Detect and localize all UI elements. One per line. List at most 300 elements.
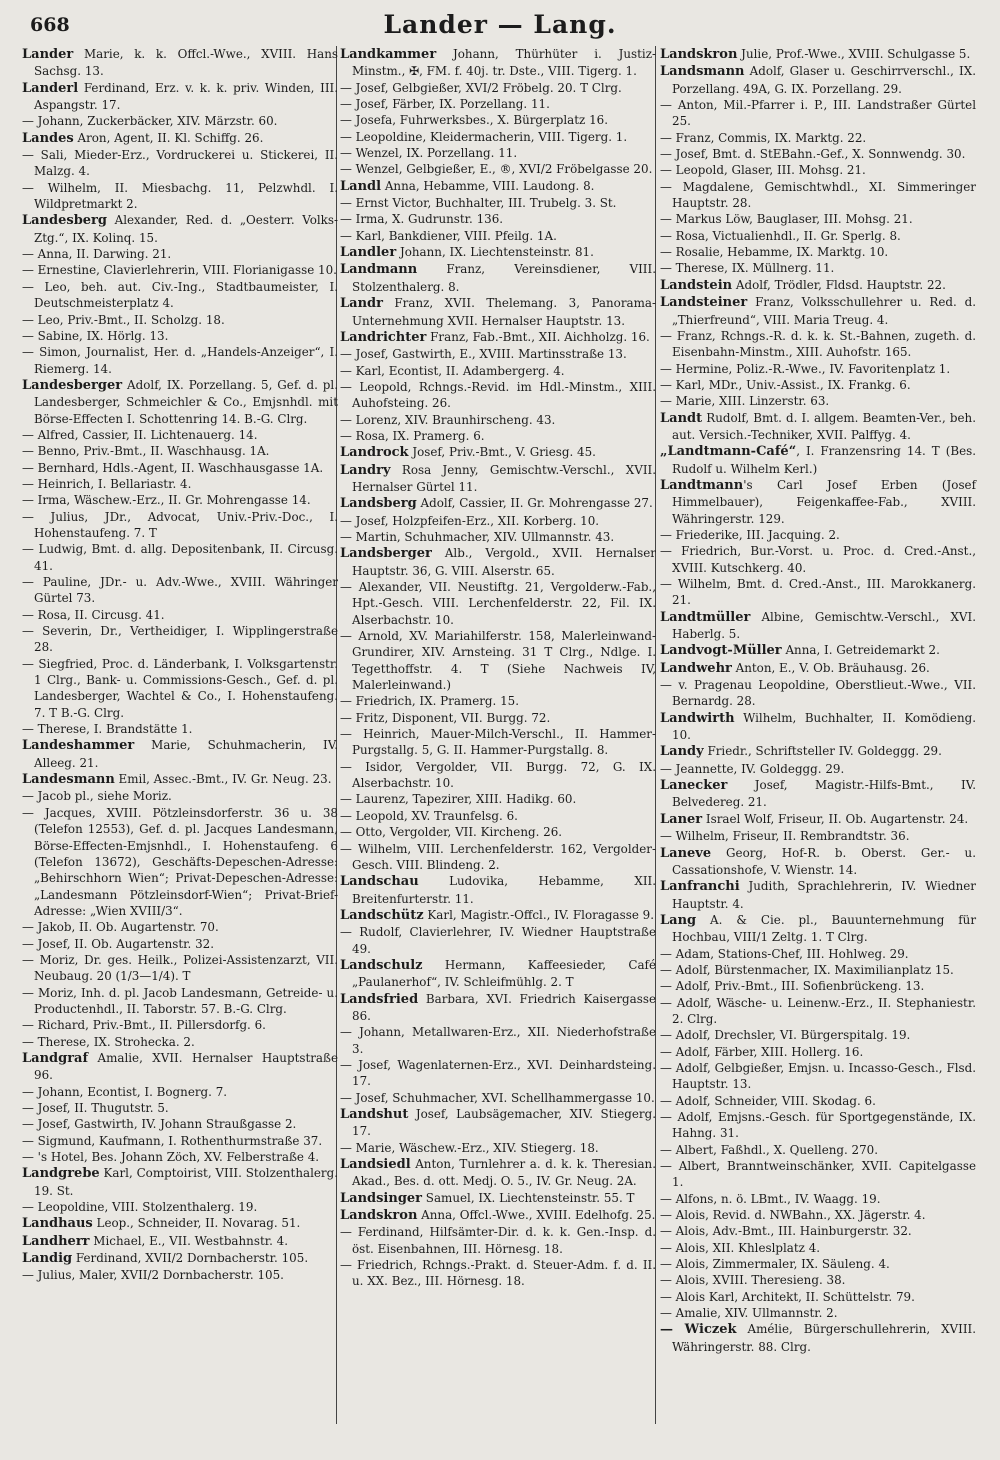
directory-entry [22,1084,338,1100]
entry-surname: Landschütz [340,907,424,923]
entry-text: — Adam, Stations-Chef, III. Hohlweg. 29. [660,946,909,961]
directory-entry [22,1100,338,1116]
entry-text: — Alois, Revid. d. NWBahn., XX. Jägerstr. 4. [660,1208,926,1223]
directory-entry [660,410,976,444]
directory-entry [340,545,656,579]
entry-text: — v. Pragenau Leopoldine, Oberstlieut.-Wwe., VII. Bernardg. 28. [660,678,976,709]
entry-text: — Josef, Wagenlaternen-Erz., XVI. Deinhardsteing. 17. [340,1057,656,1089]
entry-text: Leop., Schneider, II. Novarag. 51. [92,1216,301,1231]
directory-entry [660,1027,976,1043]
directory-entry [22,805,338,919]
entry-text: — Josef, II. Ob. Augartenstr. 32. [22,936,214,951]
entry-text: — Rosa, II. Circusg. 41. [22,607,165,622]
entry-text: — Moriz, Dr. ges. Heilk., Polizei-Assistenzarzt, VII. Neubaug. 20 (1/3—1/4). T [22,952,338,984]
entry-text: — Josef, Färber, IX. Porzellang. 11. [340,97,550,112]
directory-entry [22,623,338,656]
entry-text: — Leo, beh. aut. Civ.-Ing., Stadtbaumeister, I. Deutschmeisterplatz 4. [22,279,338,311]
directory-entry [340,710,656,726]
directory-entry [22,771,338,788]
entry-text: — Severin, Dr., Vertheidiger, I. Wipplingerstraße 28. [22,624,338,655]
entry-text: Anna, Hebamme, VIII. Laudong. 8. [381,178,595,193]
directory-entry [340,791,656,807]
entry-text: — Anton, Mil.-Pfarrer i. P., III. Landstraßer Gürtel 25. [660,98,976,129]
directory-entry [340,529,656,545]
entry-text: — Sabine, IX. Hörlg. 13. [22,328,169,343]
entry-text: — Leopold, XV. Traunfelsg. 6. [340,808,518,823]
entry-text: — Alexander, VII. Neustiftg. 21, Vergolderw.-Fab., Hpt.-Gesch. VIII. Lerchenfelderstr. 22, Fil. IX. Alserbachstr. 10. [340,580,656,627]
entry-text: Josef, Priv.-Bmt., V. Griesg. 45. [408,445,596,460]
directory-entry [22,113,338,129]
entry-surname: Landerl [22,80,79,96]
entry-text: — Simon, Journalist, Her. d. „Handels-Anzeiger“, I. Riemerg. 14. [22,345,338,376]
entry-text: — Josef, Gastwirth, E., XVIII. Martinsstraße 13. [340,347,627,362]
entry-text: — Julius, JDr., Advocat, Univ.-Priv.-Doc., I. Hohenstaufeng. 7. T [22,509,338,540]
entry-text: — Alfred, Cassier, II. Lichtenauerg. 14. [22,427,258,442]
directory-entry [340,1224,656,1257]
entry-text: — Pauline, JDr.- u. Adv.-Wwe., XVIII. Währinger Gürtel 73. [22,575,338,606]
entry-text: Ludovika, Hebamme, XII. Breitenfurterstr. 11. [352,874,656,906]
directory-entry [340,444,656,461]
directory-entry [660,527,976,543]
directory-entry [340,46,656,80]
directory-entry [340,1190,656,1207]
entry-text: — Friedrich, Rchngs.-Prakt. d. Steuer-Adm. f. d. II. u. XX. Bez., III. Hörnesg. 18. [340,1258,656,1289]
directory-entry [340,1207,656,1224]
directory-entry [660,912,976,946]
directory-entry [660,743,976,760]
directory-entry [340,1106,656,1140]
entry-text: — Arnold, XV. Mariahilferstr. 158, Malerleinwand-Grundirer, XIV. Arnsteing. 31 T Clrg., Ndlge. I. Tegetthoffstr. 4. T (Siehe Nachweis IV, Malerleinwand.) [340,629,656,693]
directory-entry [340,513,656,529]
directory-entry [660,1305,976,1321]
directory-entry [660,162,976,178]
entry-text: — Friederike, III. Jacquing. 2. [660,527,840,542]
directory-entry [340,924,656,957]
entry-surname: Landry [340,462,391,478]
directory-entry [660,1289,976,1305]
directory-entry [340,628,656,693]
directory-entry [660,1158,976,1191]
directory-entry [660,828,976,844]
directory-entry [22,246,338,262]
entry-text: — 's Hotel, Bes. Johann Zöch, XV. Felberstraße 4. [22,1150,320,1165]
entry-text: — Alois, XVIII. Theresieng. 38. [660,1273,846,1288]
entry-text: Amélie, Bürgerschullehrerin, XVIII. Währingerstr. 88. Clrg. [672,1322,976,1354]
directory-entry [340,329,656,346]
directory-entry [660,477,976,527]
directory-entry [340,244,656,261]
entry-text: — Jacob pl., siehe Moriz. [22,789,172,804]
entry-text: Adolf, IX. Porzellang. 5, Gef. d. pl. Landesberger, Schmeichler & Co., Emjsnhdl. mit Börse-Effecten I. Schottenring 14. B.-G. Clrg. [34,377,338,426]
entry-text: — Franz, Commis, IX. Marktg. 22. [660,130,867,145]
entry-text: — Therese, I. Brandstätte 1. [22,722,193,737]
entry-text: — Jacques, XVIII. Pötzleinsdorferstr. 36 u. 38 (Telefon 12553), Gef. d. pl. Jacques Landesmann, Börse-Effecten-Emjsnhdl., I. Hohenstaufeng. 6 (Telefon 13672), Geschäfts-Depeschen-Adresse: „Behirschhorn Wien“; Privat-Depeschen-Adresse: „Landesmann Pötzleinsdorf-Wien“; Privat-Brief-Adresse: „Wien XVIII/3“. [22,805,338,918]
entry-surname: Landes [22,130,74,146]
entry-text: Wilhelm, Buchhalter, II. Komödieng. 10. [672,710,976,743]
directory-entry [22,262,338,278]
directory-entry [22,427,338,443]
entry-text: — Martin, Schuhmacher, XIV. Ullmannstr. 43. [340,529,615,544]
entry-text: Franz, Vereinsdiener, VIII. Stolzenthalerg. 8. [352,262,656,294]
entry-text: Adolf, Cassier, II. Gr. Mohrengasse 27. [416,496,653,511]
entry-text: — Johann, Zuckerbäcker, XIV. Märzstr. 60. [22,114,278,129]
entry-text: — Richard, Priv.-Bmt., II. Pillersdorfg. 6. [22,1018,266,1033]
running-head: Lander — Lang. [383,10,617,39]
directory-entry [660,146,976,162]
entry-text: — Moriz, Inh. d. pl. Jacob Landesmann, Getreide- u. Productenhdl., II. Taborstr. 57. B.-G. Clrg. [22,985,338,1016]
directory-entry [340,579,656,628]
entry-text: — Johann, Econtist, I. Bognerg. 7. [22,1084,228,1099]
entry-text: — Alois, XII. Khleslplatz 4. [660,1240,821,1255]
entry-surname: Lang [660,912,697,928]
entry-text: Karl, Comptoirist, VIII. Stolzenthalerg. 19. St. [34,1166,338,1198]
directory-entry [660,609,976,643]
entry-text: 's Carl Josef Erben (Josef Himmelbauer), Feigenkaffee-Fab., XVIII. Währingerstr. 129. [672,477,976,526]
directory-entry [22,279,338,312]
directory-entry [660,978,976,994]
directory-entry [22,509,338,542]
entry-text: — Albert, Branntweinschänker, XVII. Capitelgasse 1. [660,1159,976,1190]
entry-text: — Wilhelm, VIII. Lerchenfelderstr. 162, Vergolder-Gesch. VIII. Blindeng. 2. [340,841,656,872]
entry-text: — Marie, Wäschew.-Erz., XIV. Stiegerg. 18. [340,1140,599,1155]
directory-entry [22,607,338,623]
directory-entry [340,1140,656,1156]
entry-text: Barbara, XVI. Friedrich Kaisergasse 86. [352,991,656,1023]
directory-entry [22,46,338,80]
directory-entry [340,228,656,244]
entry-text: — Alois, Zimmermaler, IX. Säuleng. 4. [660,1257,890,1272]
entry-surname: Landmann [340,262,418,278]
entry-text: — Adolf, Wäsche- u. Leinenw.-Erz., II. Stephaniestr. 2. Clrg. [660,995,976,1026]
entry-text: — Isidor, Vergolder, VII. Burgg. 72, G. IX. Alserbachstr. 10. [340,759,656,791]
entry-text: — Josef, II. Thugutstr. 5. [22,1101,169,1115]
entry-surname: Landskron [340,1208,418,1224]
entry-text: — Therese, IX. Strohecka. 2. [22,1034,195,1049]
directory-entry [22,656,338,721]
directory-entry [660,63,976,97]
entry-text: — Alfons, n. ö. LBmt., IV. Waagg. 19. [660,1191,881,1206]
directory-entry [22,721,338,737]
directory-entry [660,443,976,477]
directory-entry [660,543,976,576]
entry-text: — Anna, II. Darwing. 21. [22,247,172,262]
entry-text: Johann, IX. Liechtensteinstr. 81. [396,245,594,260]
entry-text: Anna, Offcl.-Wwe., XVIII. Edelhofg. 25. [417,1208,656,1223]
entry-text: — Wenzel, IX. Porzellang. 11. [340,146,518,161]
directory-entry [660,377,976,393]
directory-entry [660,811,976,828]
entry-text: — Magdalene, Gemischtwhdl., XI. Simmeringer Hauptstr. 28. [660,179,976,211]
directory-entry [22,1149,338,1165]
entry-text: — Karl, Econtist, II. Adambergerg. 4. [340,363,565,378]
entry-text: — Wilhelm, II. Miesbachg. 11, Pelzwhdl. I. Wildpretmarkt 2. [22,180,338,212]
directory-entry [340,80,656,96]
directory-entry [660,777,976,811]
directory-entry [340,412,656,428]
directory-entry [660,878,976,912]
entry-surname: Landwehr [660,660,732,676]
entry-text: — Adolf, Emjsns.-Gesch. für Sportgegenstände, IX. Hahng. 31. [660,1110,976,1141]
entry-text: Albine, Gemischtw.-Verschl., XVI. Haberlg. 5. [672,609,976,642]
directory-entry [22,1250,338,1267]
entry-surname: Landr [340,296,383,312]
directory-entry [22,180,338,213]
entry-text: — Amalie, XIV. Ullmannstr. 2. [660,1306,838,1321]
entry-text: Franz, Fab.-Bmt., XII. Aichholzg. 16. [426,329,650,344]
directory-entry [22,1199,338,1215]
directory-entry [660,1207,976,1223]
entry-text: Anton, E., V. Ob. Bräuhausg. 26. [731,660,930,675]
directory-entry [22,1165,338,1199]
directory-entry [22,1267,338,1283]
directory-entry [22,1215,338,1232]
entry-text: Michael, E., VII. Westbahnstr. 4. [89,1233,289,1248]
entry-text: — Sali, Mieder-Erz., Vordruckerei u. Stickerei, II. Malzg. 4. [22,148,338,179]
directory-entry [22,1017,338,1033]
directory-entry [340,873,656,907]
directory-entry [340,1024,656,1057]
entry-surname: Landig [22,1251,73,1267]
directory-entry [340,1090,656,1106]
entry-text: Adolf, Glaser u. Geschirrverschl., IX. Porzellang. 49A, G. IX. Porzellang. 29. [672,64,976,96]
entry-text: — Heinrich, I. Bellariastr. 4. [22,476,192,491]
entry-surname: Landrock [340,445,409,461]
directory-entry [340,129,656,145]
directory-entry [340,363,656,379]
directory-entry [660,1272,976,1288]
directory-entry [340,824,656,840]
directory-entry [660,260,976,276]
entry-text: Franz, Volksschullehrer u. Red. d. „Thierfreund“, VIII. Maria Treug. 4. [672,295,976,327]
entry-text: — Leopoldine, Kleidermacherin, VIII. Tigerg. 1. [340,129,628,144]
entry-surname: Landsteiner [660,295,748,311]
entry-text: Amalie, XVII. Hernalser Hauptstraße 96. [34,1050,338,1083]
directory-entry [340,759,656,792]
directory-entry [340,495,656,512]
entry-text: Anna, I. Getreidemarkt 2. [781,643,940,658]
entry-surname: Landherr [22,1233,90,1249]
entry-surname: Landeshammer [22,738,135,754]
entry-text: — Adolf, Priv.-Bmt., III. Sofienbrückeng. 13. [660,979,925,994]
directory-entry [660,361,976,377]
directory-entry [660,1240,976,1256]
directory-entry [660,97,976,130]
directory-entry [22,541,338,574]
entry-text: — Josef, Gelbgießer, XVI/2 Fröbelg. 20. T Clrg. [340,80,622,95]
directory-entry [22,1233,338,1250]
entry-surname: Laner [660,811,703,827]
directory-entry [340,1156,656,1190]
entry-text: Julie, Prof.-Wwe., XVIII. Schulgasse 5. [737,47,971,61]
entry-text: Josef, Magistr.-Hilfs-Bmt., IV. Belvedereg. 21. [672,778,976,810]
directory-entry [22,443,338,459]
directory-entry [340,178,656,195]
directory-entry [340,1057,656,1090]
entry-text: Adolf, Trödler, Fldsd. Hauptstr. 22. [732,277,946,292]
entry-text: Johann, Thürhüter i. Justiz-Minstm., ✠, FM. f. 40j. tr. Dste., VIII. Tigerg. 1. [352,47,656,79]
entry-text: Alb., Vergold., XVII. Hernalser Hauptstr. 36, G. VIII. Alserstr. 65. [352,546,656,578]
entry-text: — Rudolf, Clavierlehrer, IV. Wiedner Hauptstraße 49. [340,925,656,956]
directory-entry [660,642,976,659]
entry-text: — Hermine, Poliz.-R.-Wwe., IV. Favoritenplatz 1. [660,361,951,376]
entry-surname: Landvogt-Müller [660,643,782,659]
entry-text: — Adolf, Gelbgießer, Emjsn. u. Incasso-Gesch., Flsd. Hauptstr. 13. [660,1060,976,1092]
directory-entry [660,1109,976,1142]
entry-surname: Landy [660,744,704,760]
entry-text: — Rosa, Victualienhdl., II. Gr. Sperlg. 8. [660,228,901,243]
entry-text: — Wenzel, Gelbgießer, E., ®, XVI/2 Fröbelgasse 20. [340,162,653,177]
entry-text: — Sigmund, Kaufmann, I. Rothenthurmstraße 37. [22,1133,323,1148]
column-middle [340,46,656,1290]
entry-text: — Josef, Schuhmacher, XVI. Schellhammergasse 10. [340,1090,655,1105]
directory-entry [660,946,976,962]
entry-text: A. & Cie. pl., Bauunternehmung für Hochbau, VIII/1 Zeltg. 1. T Clrg. [672,912,976,945]
entry-text: Karl, Magistr.-Offcl., IV. Floragasse 9. [423,907,654,922]
directory-entry [340,1257,656,1290]
directory-entry [22,312,338,328]
entry-text: — Franz, Rchngs.-R. d. k. k. St.-Bahnen, zugeth. d. Eisenbahn-Minstm., XIII. Auhofstr. 165. [660,328,976,360]
entry-text: — Irma, Wäschew.-Erz., II. Gr. Mohrengasse 14. [22,493,311,508]
entry-text: Rudolf, Bmt. d. I. allgem. Beamten-Ver., beh. aut. Versich.-Techniker, XVII. Palffyg. 4. [672,410,976,442]
directory-entry [22,377,338,427]
column-left [22,46,338,1284]
entry-text: Anton, Turnlehrer a. d. k. k. Theresian. Akad., Bes. d. ott. Medj. O. 5., IV. Gr. Neug. 2A. [352,1157,656,1189]
entry-surname: Landhaus [22,1216,93,1232]
entry-text: Hermann, Kaffeesieder, Café „Paulanerhof“, IV. Schleifmühlg. 2. T [352,957,656,990]
entry-text: — Irma, X. Gudrunstr. 136. [340,212,504,227]
entry-surname: Landtmüller [660,609,751,625]
directory-entry [340,693,656,709]
directory-entry [660,660,976,677]
page-header [0,6,1000,42]
entry-text: — Julius, Maler, XVII/2 Dornbacherstr. 105. [22,1268,284,1283]
directory-entry [22,80,338,114]
directory-entry [660,328,976,361]
directory-entry [660,995,976,1028]
entry-surname: Landsinger [340,1190,423,1206]
directory-entry [660,179,976,212]
directory-entry [22,130,338,147]
entry-surname: Landl [340,178,382,194]
entry-text: — Benno, Priv.-Bmt., II. Waschhausg. 1A. [22,444,270,459]
entry-text: — Friedrich, Bur.-Vorst. u. Proc. d. Cred.-Anst., XVIII. Kutschkerg. 40. [660,544,976,575]
directory-entry [340,346,656,362]
directory-entry [22,1133,338,1149]
directory-entry [340,161,656,177]
entry-text: — Josef, Gastwirth, IV. Johann Straußgasse 2. [22,1117,297,1132]
directory-entry [22,492,338,508]
directory-entry [660,677,976,710]
entry-surname: Landsiedl [340,1157,411,1173]
directory-entry [340,907,656,924]
directory-entry [660,1223,976,1239]
entry-text: Aron, Agent, II. Kl. Schiffg. 26. [73,130,264,145]
entry-text: — Bernhard, Hdls.-Agent, II. Waschhausgasse 1A. [22,460,324,475]
entry-text: Samuel, IX. Liechtensteinstr. 55. T [422,1190,635,1205]
entry-text: Ferdinand, Erz. v. k. k. priv. Winden, III. Aspangstr. 17. [34,80,338,113]
entry-text: — Leopold, Glaser, III. Mohsg. 21. [660,163,866,178]
directory-entry [660,1093,976,1109]
entry-text: Alexander, Red. d. „Oesterr. Volks-Ztg.“, IX. Kolinq. 15. [34,213,338,245]
entry-surname: Lander [22,47,74,62]
directory-entry [660,244,976,260]
directory-entry [22,460,338,476]
directory-entry [660,46,976,63]
entry-text: — Otto, Vergolder, VII. Kircheng. 26. [340,825,563,840]
directory-entry [340,211,656,227]
entry-text: — Ernst Victor, Buchhalter, III. Trubelg. 3. St. [340,196,617,211]
directory-entry [340,462,656,496]
directory-entry [660,130,976,146]
entry-text: Franz, XVII. Thelemang. 3, Panorama-Unternehmung XVII. Hernalser Hauptstr. 13. [352,296,656,328]
entry-text: — Wilhelm, Friseur, II. Rembrandtstr. 36. [660,829,910,844]
directory-entry [660,710,976,744]
directory-entry [340,261,656,295]
entry-text: — Josef, Holzpfeifen-Erz., XII. Korberg. 10. [340,513,600,528]
directory-entry [340,195,656,211]
directory-entry [22,936,338,952]
directory-entry [660,845,976,879]
entry-text: — Fritz, Disponent, VII. Burgg. 72. [340,710,551,725]
directory-entry [22,737,338,771]
entry-text: Emil, Assec.-Bmt., IV. Gr. Neug. 23. [114,772,332,787]
directory-entry [660,1321,976,1355]
entry-text: — Friedrich, IX. Pramerg. 15. [340,694,519,709]
directory-entry [22,1034,338,1050]
entry-text: — Lorenz, XIV. Braunhirscheng. 43. [340,412,556,427]
entry-text: — Adolf, Schneider, VIII. Skodag. 6. [660,1093,876,1108]
entry-text: Marie, k. k. Offcl.-Wwe., XVIII. Hans Sachsg. 13. [34,47,338,79]
directory-entry [22,1116,338,1132]
entry-surname: — Wiczek [660,1322,737,1338]
directory-entry [660,1044,976,1060]
entry-text: Friedr., Schriftsteller IV. Goldeggg. 29. [703,744,942,759]
directory-entry [660,962,976,978]
entry-surname: Landsberg [340,496,417,512]
entry-text: Ferdinand, XVII/2 Dornbacherstr. 105. [72,1251,309,1266]
directory-entry [340,808,656,824]
directory-entry [660,1191,976,1207]
directory-entry [660,576,976,609]
entry-text: — Karl, Bankdiener, VIII. Pfeilg. 1A. [340,228,557,243]
entry-text: — Wilhelm, Bmt. d. Cred.-Anst., III. Marokkanerg. 21. [660,577,976,608]
entry-surname: Landschau [340,874,419,890]
entry-surname: Landshut [340,1107,409,1122]
entry-text: — Alois, Adv.-Bmt., III. Hainburgerstr. 32. [660,1224,912,1239]
directory-entry [340,957,656,991]
entry-text: — Therese, IX. Müllnerg. 11. [660,261,835,276]
directory-entry [340,145,656,161]
directory-entry [22,952,338,985]
directory-entry [22,212,338,246]
page-number: 668 [30,14,70,36]
entry-surname: Lanfranchi [660,879,740,895]
entry-text: — Adolf, Färber, XIII. Hollerg. 16. [660,1044,864,1059]
directory-entry [22,919,338,935]
entry-text: — Jeannette, IV. Goldeggg. 29. [660,761,845,776]
entry-surname: Laneve [660,845,712,861]
entry-surname: Landsmann [660,64,745,80]
entry-text: — Adolf, Bürstenmacher, IX. Maximilianplatz 15. [660,962,954,977]
entry-text: Rosa Jenny, Gemischtw.-Verschl., XVII. Hernalser Gürtel 11. [352,462,656,494]
directory-entry [340,428,656,444]
entry-surname: Landesberg [22,213,107,229]
entry-surname: Landesberger [22,377,123,393]
entry-text: Georg, Hof-R. b. Oberst. Ger.- u. Cassationshofe, V. Wienstr. 14. [672,845,976,877]
entry-surname: Landgrebe [22,1166,100,1182]
entry-text: , I. Franzensring 14. T (Bes. Rudolf u. Wilhelm Kerl.) [672,444,976,476]
entry-text: — Leopoldine, VIII. Stolzenthalerg. 19. [22,1200,258,1215]
